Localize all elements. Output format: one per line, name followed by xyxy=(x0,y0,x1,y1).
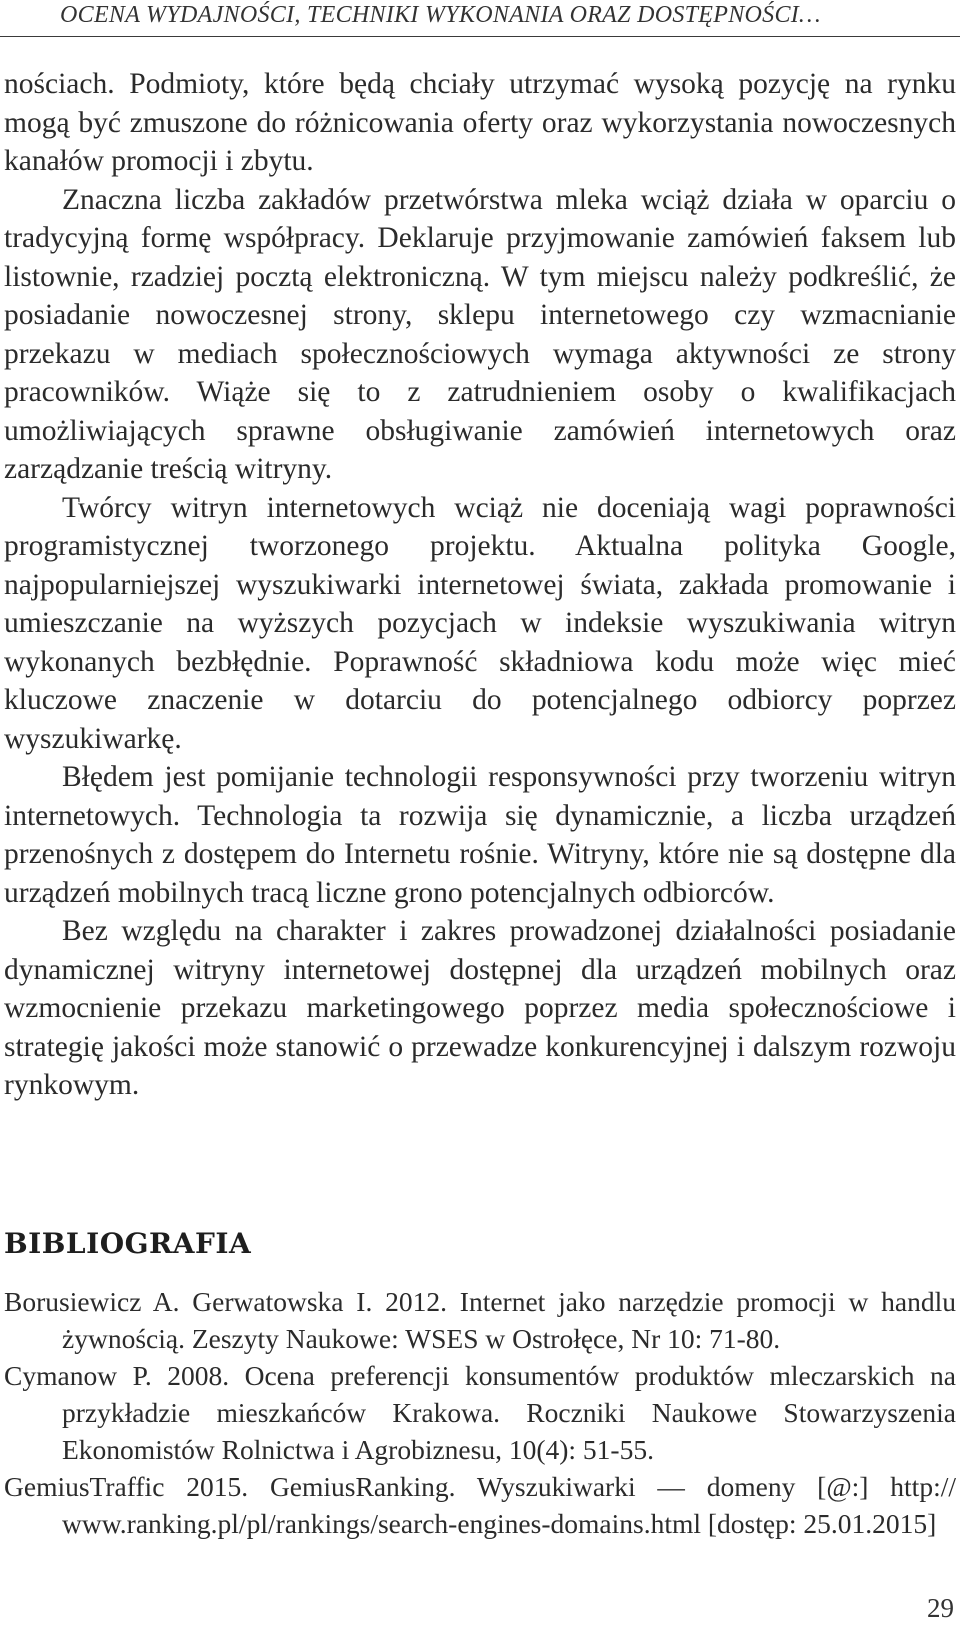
paragraph-responsiveness: Błędem jest pomijanie technologii responsywności przy tworzeniu witryn internetowych. Technologia ta rozwija się dynamicznie, a liczba urządzeń przenośnych z dostępem do Internetu rośnie. Witryny, które nie są dostępne dla urządzeń mobilnych tracą liczne grono potencjalnych odbiorców. xyxy=(4,761,956,909)
running-title: OCENA WYDAJNOŚCI, TECHNIKI WYKONANIA ORAZ DOSTĘPNOŚCI… xyxy=(60,2,821,28)
running-header xyxy=(0,0,960,37)
bibliography-heading: BIBLIOGRAFIA xyxy=(4,1227,252,1260)
bibliography-entry: Borusiewicz A. Gerwatowska I. 2012. Internet jako narzędzie promocji w handlu żywnością. Zeszyty Naukowe: WSES w Ostrołęce, Nr 10: 71-80. xyxy=(4,1286,956,1354)
page-number: 29 xyxy=(927,1593,954,1623)
paragraph-dairy-plants: Znaczna liczba zakładów przetwórstwa mleka wciąż działa w oparciu o tradycyjną formę współpracy. Deklaruje przyjmowanie zamówień faksem lub listownie, rzadziej pocztą elektroniczną. W tym miejscu należy podkreślić, że posiadanie nowoczesnej strony, sklepu internetowego czy wzmacnianie przekazu w mediach społecznościowych wymaga aktywności ze strony pracowników. Wiąże się to z zatrudnieniem osoby o kwalifikacjach umożliwiających sprawne obsługiwanie zamówień internetowych oraz zarządzanie treścią witryny. xyxy=(4,183,956,485)
bibliography-entry: Cymanow P. 2008. Ocena preferencji konsumentów produktów mleczarskich na przykładzie mieszkańców Krakowa. Roczniki Naukowe Stowarzyszenia Ekonomistów Rolnictwa i Agrobiznesu, 10(4): 51-55. xyxy=(4,1360,956,1465)
paragraph-continued: nościach. Podmioty, które będą chciały utrzymać wysoką pozycję na rynku mogą być zmuszone do różnicowania oferty oraz wykorzystania nowoczesnych kanałów promocji i zbytu. xyxy=(4,68,956,177)
bibliography-entry: GemiusTraffic 2015. GemiusRanking. Wyszukiwarki — domeny [@:] http://​www.ranking.pl/pl/rankings/search-engines-domains.html [dostęp: 25.01.2015] xyxy=(4,1471,956,1539)
paragraph-web-creators: Twórcy witryn internetowych wciąż nie doceniają wagi poprawności programistycznej tworzonego projektu. Aktualna polityka Google, najpopularniejszej wyszukiwarki internetowej świata, zakłada promowanie i umieszczanie na wyższych pozycjach w indeksie wyszukiwania witryn wykonanych bezbłędnie. Poprawność składniowa kodu może więc mieć kluczowe znaczenie w dotarciu do potencjalnego odbiorcy poprzez wyszukiwarkę. xyxy=(4,491,956,755)
body-text xyxy=(4,65,956,1105)
bibliography-list xyxy=(4,1283,956,1542)
paragraph-conclusion: Bez względu na charakter i zakres prowadzonej działalności posiadanie dynamicznej witryny internetowej dostępnej dla urządzeń mobilnych oraz wzmocnienie przekazu marketingowego poprzez media społecznościowe i strategię jakości może stanowić o przewadze konkurencyjnej i dalszym rozwoju rynkowym. xyxy=(4,915,956,1101)
